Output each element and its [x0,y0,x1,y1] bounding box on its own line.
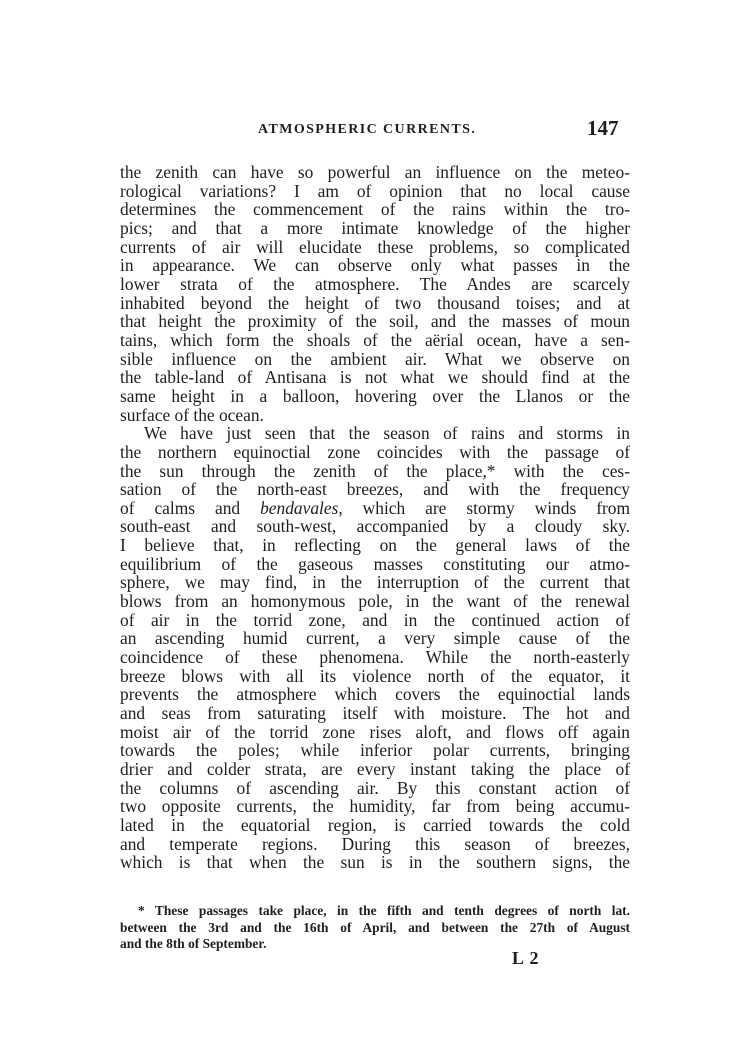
text-line: lower strata of the atmosphere. The Andes are scarcely [120,273,630,294]
footnote-line: * These passages take place, in the fifth and tenth degrees of north lat. [138,903,630,918]
italic-term: bendavales, [260,497,343,518]
text-line: I believe that, in reflecting on the general laws of the [120,535,630,556]
text-line: equilibrium of the gaseous masses constituting our atmo- [120,553,630,574]
text-line [120,499,630,518]
text-line: the columns of ascending air. By this constant action of [120,777,630,798]
text-line: and seas from saturating itself with moisture. The hot and [120,703,630,724]
text-line: the zenith can have so powerful an influence on the meteo- [120,162,630,182]
text-line: tains, which form the shoals of the aërial ocean, have a sen- [120,329,630,350]
signature-mark: L 2 [512,948,540,968]
text-line: moist air of the torrid zone rises aloft, and flows off again [120,721,630,742]
text-line: currents of air will elucidate these problems, so complicated [120,236,630,257]
text-line: blows from an homonymous pole, in the want of the renewal [120,591,630,612]
text-line: same height in a balloon, hovering over the Llanos or the [120,385,630,406]
text-line: breeze blows with all its violence north of the equator, it [120,665,630,686]
running-head: ATMOSPHERIC CURRENTS. [258,122,477,137]
text-line: the northern equinoctial zone coincides with the passage of [120,441,630,462]
text-line: which is that when the sun is in the southern signs, the [120,852,630,873]
text-line: that height the proximity of the soil, and the masses of moun [120,311,630,332]
text-line: south-east and south-west, accompanied by a cloudy sky. [120,516,630,537]
text-line: sible influence on the ambient air. What we observe on [120,348,630,369]
text-line: drier and colder strata, are every instant taking the place of [120,759,630,779]
text-line: and temperate regions. During this season of breezes, [120,833,630,854]
footnote-line: and the 8th of September. [120,936,267,951]
text-line: sphere, we may find, in the interruption of the current that [120,572,630,593]
text-line-rest: which are stormy winds from [342,497,630,518]
text-line: the sun through the zenith of the place,* with the ces- [120,460,630,481]
text-line: sation of the north-east breezes, and with the frequency [120,479,630,500]
text-line: pics; and that a more intimate knowledge of the higher [120,217,630,238]
page-number: 147 [587,116,619,140]
text-line: determines the commencement of the rains within the tro- [120,199,630,220]
text-line: an ascending humid current, a very simple cause of the [120,628,630,649]
text-line-start: of calms and [120,497,261,518]
text-line: the table-land of Antisana is not what we should find at the [120,367,630,388]
body-text [120,163,630,872]
text-line: rological variations? I am of opinion that no local cause [120,180,630,201]
footnote [120,903,630,953]
text-line: in appearance. We can observe only what passes in the [120,255,630,276]
text-line: prevents the atmosphere which covers the equinoctial lands [120,684,630,705]
text-line: towards the poles; while inferior polar currents, bringing [120,740,630,761]
text-line: inhabited beyond the height of two thousand toises; and at [120,292,630,313]
text-line: We have just seen that the season of rains and storms in [144,423,630,444]
text-line: of air in the torrid zone, and in the continued action of [120,609,630,630]
text-line: coincidence of these phenomena. While the north-easterly [120,647,630,668]
footnote-line: between the 3rd and the 16th of April, and between the 27th of August [120,919,630,935]
text-line: surface of the ocean. [120,404,264,425]
text-line: lated in the equatorial region, is carried towards the cold [120,814,630,835]
text-line: two opposite currents, the humidity, far from being accumu- [120,796,630,817]
